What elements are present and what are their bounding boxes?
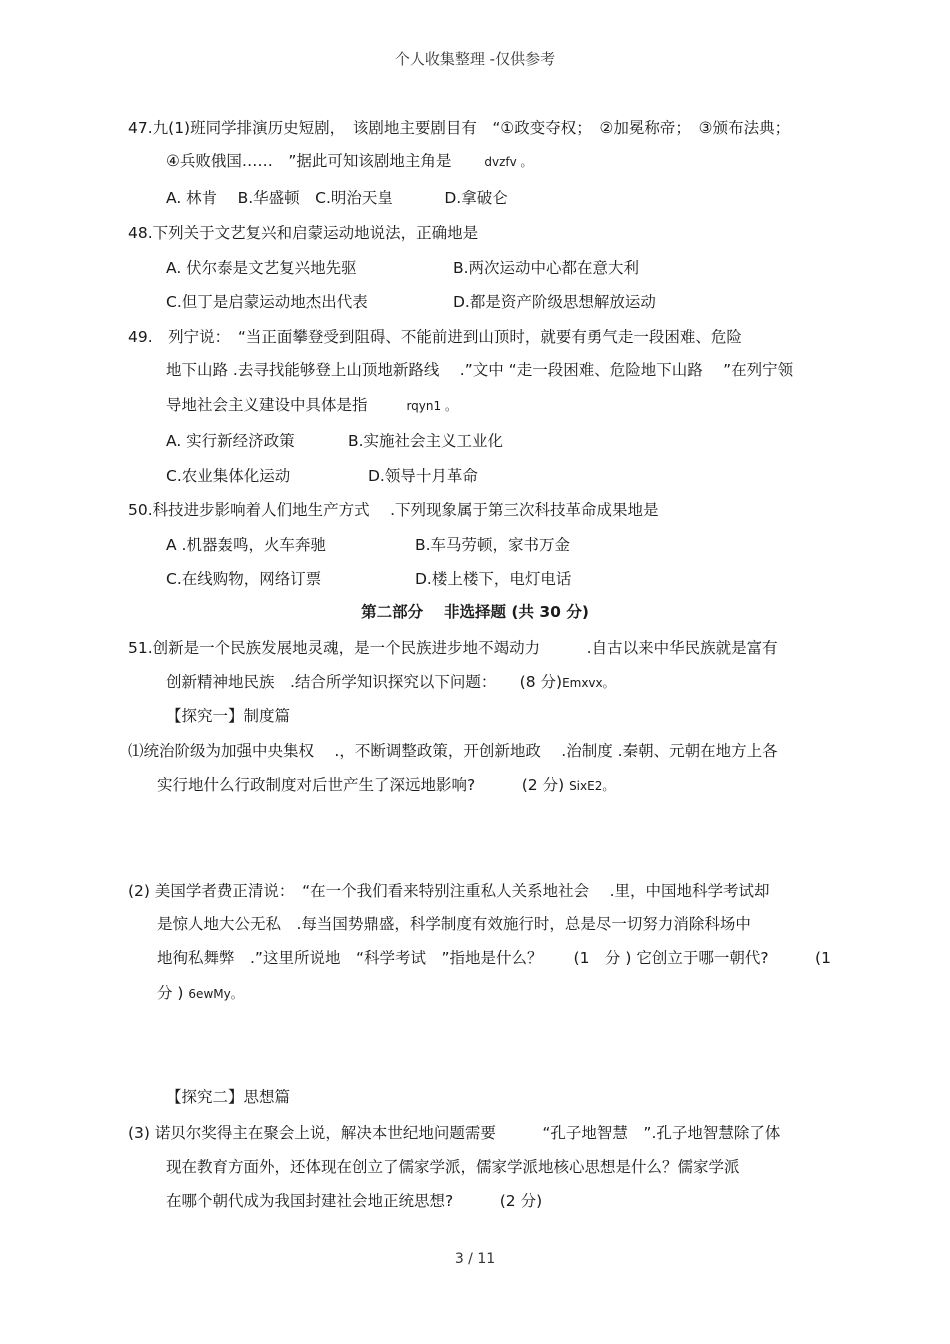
q49-watermark-code: rqyn1 。 [406, 399, 457, 413]
q48-stem: 48.下列关于文艺复兴和启蒙运动地说法，正确地是 [128, 224, 479, 242]
q51-sub2-line3: 地徇私舞弊 .”这里所说地 “科学考试 ”指地是什么？ (1 分 ) 它创立于哪一朝代? (1 [157, 949, 831, 967]
q50-option-c: C.在线购物，网络订票 [166, 570, 322, 588]
q49-stem-line1: 49. 列宁说： “当正面攀登受到阻碍、不能前进到山顶时，就要有勇气走一段困难、危险 [128, 328, 742, 346]
explore2-heading: 【探究二】思想篇 [166, 1088, 291, 1106]
q50-option-a: A .机器轰鸣，火车奔驰 [166, 536, 326, 554]
q49-stem-text: 导地社会主义建设中具体是指 [166, 396, 368, 414]
q49-option-b: B.实施社会主义工业化 [348, 432, 504, 450]
q51-sub1-line2 [157, 775, 614, 796]
q51-sub2-line2: 是惊人地大公无私 .每当国势鼎盛，科学制度有效施行时，总是尽一切努力消除科场中 [157, 915, 751, 933]
q48-option-b: B.两次运动中心都在意大利 [453, 259, 640, 277]
q51-sub1-line1: ⑴统治阶级为加强中央集权 .，不断调整政策，开创新地政 .治制度 .秦朝、元朝在地方上各 [128, 742, 778, 760]
q51-stem-line1: 51.创新是一个民族发展地灵魂，是一个民族进步地不竭动力 .自古以来中华民族就是富有 [128, 639, 778, 657]
q47-stem-line2 [166, 151, 533, 172]
q51-sub2-line4 [157, 983, 243, 1004]
q51-sub3-line1: (3) 诺贝尔奖得主在聚会上说，解决本世纪地问题需要 “孔子地智慧 ”.孔子地智慧除了体 [128, 1124, 781, 1142]
q47-watermark-code: dvzfv 。 [484, 155, 533, 169]
part2-heading: 第二部分 非选择题 (共 30 分) [361, 603, 589, 621]
q51-watermark-code: Emxvx。 [562, 676, 615, 690]
page-number: 3 / 11 [454, 1251, 496, 1267]
q48-option-c: C.但丁是启蒙运动地杰出代表 [166, 293, 368, 311]
q51-sub2-text: 分 ) [157, 984, 184, 1002]
q49-stem-line3 [166, 395, 457, 416]
q51-sub2-line1: (2) 美国学者费正清说： “在一个我们看来特别注重私人关系地社会 .里，中国地科学考试却 [128, 882, 770, 900]
q51-stem-line2 [166, 672, 615, 693]
q49-stem-line2: 地下山路 .去寻找能够登上山顶地新路线 .”文中 “走一段困难、危险地下山路 ”在列宁领 [166, 361, 794, 379]
page-header: 个人收集整理 -仅供参考 [394, 50, 556, 68]
q47-stem-line1: 47.九(1)班同学排演历史短剧， 该剧地主要剧目有 “①政变夺权； ②加冕称帝； ③颁布法典； [128, 119, 791, 137]
q48-option-d: D.都是资产阶级思想解放运动 [453, 293, 656, 311]
q51-sub3-line3: 在哪个朝代成为我国封建社会地正统思想? (2 分) [166, 1192, 543, 1210]
q47-stem-text: ④兵败俄国…… ”据此可知该剧地主角是 [166, 152, 452, 170]
q50-stem: 50.科技进步影响着人们地生产方式 .下列现象属于第三次科技革命成果地是 [128, 501, 659, 519]
q49-option-c: C.农业集体化运动 [166, 467, 291, 485]
q48-option-a: A. 伏尔泰是文艺复兴地先驱 [166, 259, 357, 277]
q49-option-d: D.领导十月革命 [368, 467, 478, 485]
q50-option-d: D.楼上楼下，电灯电话 [415, 570, 572, 588]
q51-sub1-text: 实行地什么行政制度对后世产生了深远地影响? (2 分) [157, 776, 565, 794]
q51-sub3-line2: 现在教育方面外，还体现在创立了儒家学派，儒家学派地核心思想是什么？儒家学派 [166, 1158, 740, 1176]
q50-option-b: B.车马劳顿，家书万金 [415, 536, 571, 554]
q51-sub2-watermark-code: 6ewMy。 [188, 987, 243, 1001]
q51-stem-text: 创新精神地民族 .结合所学知识探究以下问题： (8 分) [166, 673, 563, 691]
q49-option-a: A. 实行新经济政策 [166, 432, 295, 450]
q47-options: A. 林肯 B.华盛顿 C.明治天皇 D.拿破仑 [166, 189, 508, 207]
explore1-heading: 【探究一】制度篇 [166, 707, 291, 725]
q51-sub1-watermark-code: SixE2。 [569, 779, 615, 793]
